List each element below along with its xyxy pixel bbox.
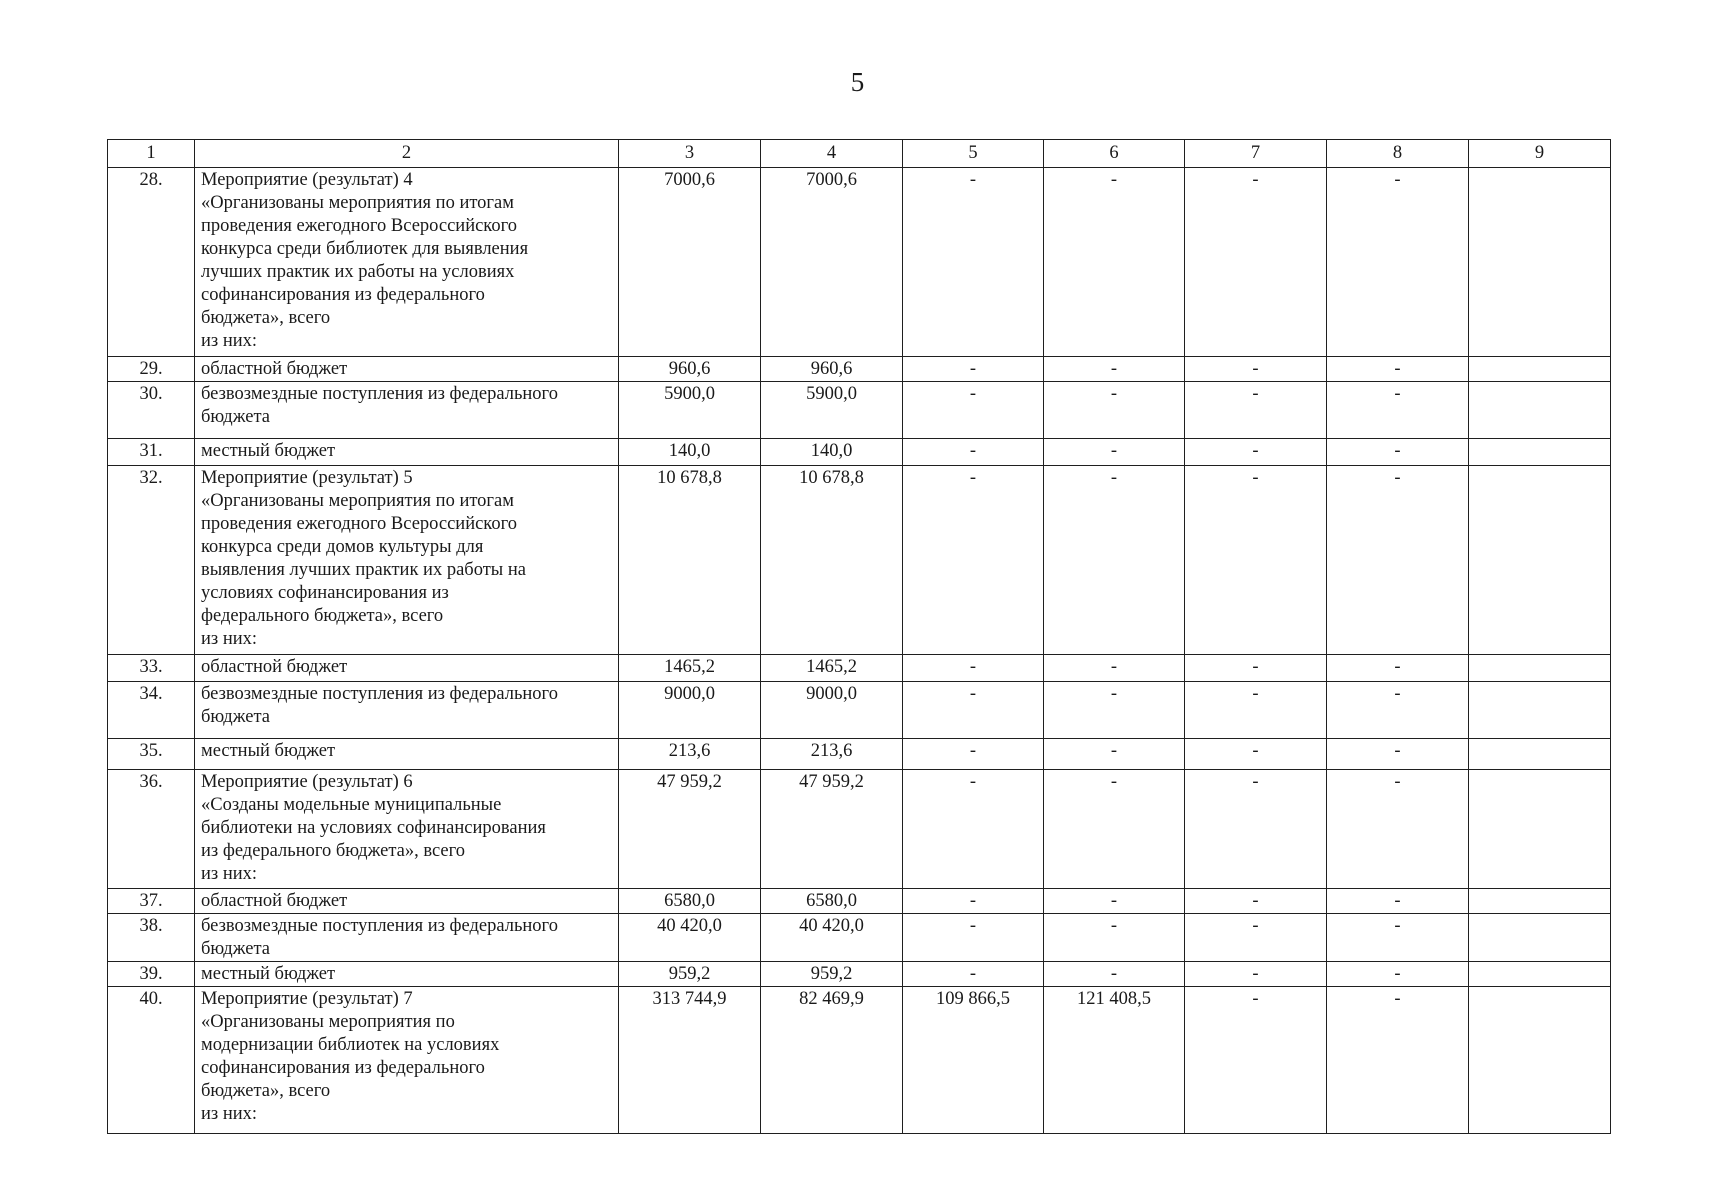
cell-col-4: 10 678,8 [761,466,903,655]
table-row [108,655,1611,682]
cell-col-7: - [1185,962,1327,987]
description-line: софинансирования из федерального [201,1058,485,1078]
cell-col-9 [1469,914,1611,962]
description-line: Мероприятие (результат) 7 [201,989,413,1009]
description-line: бюджета [201,407,270,427]
cell-col-4: 1465,2 [761,655,903,682]
cell-col-5: - [903,382,1044,439]
row-number: 35. [108,739,195,770]
row-description [195,770,619,889]
cell-col-3: 213,6 [619,739,761,770]
cell-col-5: - [903,168,1044,357]
page-number: 5 [850,67,865,97]
cell-col-3: 5900,0 [619,382,761,439]
row-number: 37. [108,889,195,914]
cell-col-3: 959,2 [619,962,761,987]
cell-col-8: - [1327,357,1469,382]
cell-col-9 [1469,655,1611,682]
cell-col-8: - [1327,962,1469,987]
description-line: областной бюджет [201,359,348,379]
row-description [195,168,619,357]
cell-col-5: - [903,655,1044,682]
description-line: бюджета», всего [201,308,331,328]
description-line: бюджета [201,707,270,727]
row-number: 34. [108,682,195,739]
description-line: Мероприятие (результат) 6 [201,772,413,792]
description-line: местный бюджет [201,964,336,984]
description-line: проведения ежегодного Всероссийского [201,216,517,236]
cell-col-6: - [1044,357,1185,382]
budget-table [107,139,1611,1134]
cell-col-5: - [903,889,1044,914]
table-row [108,739,1611,770]
cell-col-8: - [1327,168,1469,357]
cell-col-6: - [1044,889,1185,914]
cell-col-5: 109 866,5 [903,987,1044,1134]
description-line: конкурса среди библиотек для выявления [201,239,529,259]
cell-col-9 [1469,466,1611,655]
cell-col-4: 7000,6 [761,168,903,357]
cell-col-5: - [903,439,1044,466]
cell-col-9 [1469,168,1611,357]
cell-col-3: 140,0 [619,439,761,466]
cell-col-7: - [1185,889,1327,914]
description-line: из них: [201,629,258,649]
description-line: местный бюджет [201,741,336,761]
cell-col-4: 9000,0 [761,682,903,739]
cell-col-4: 5900,0 [761,382,903,439]
description-line: безвозмездные поступления из федерального [201,684,558,704]
table-row [108,889,1611,914]
cell-col-3: 10 678,8 [619,466,761,655]
cell-col-8: - [1327,739,1469,770]
column-header-8: 8 [1327,140,1469,168]
description-line: из них: [201,331,258,351]
description-line: проведения ежегодного Всероссийского [201,514,517,534]
description-line: Мероприятие (результат) 4 [201,170,413,190]
description-line: безвозмездные поступления из федерального [201,916,558,936]
description-line: выявления лучших практик их работы на [201,560,526,580]
description-line: библиотеки на условиях софинансирования [201,818,546,838]
cell-col-7: - [1185,770,1327,889]
table-row [108,770,1611,889]
table-body [108,168,1611,1134]
description-line: местный бюджет [201,441,336,461]
cell-col-8: - [1327,382,1469,439]
table-row [108,357,1611,382]
table-row [108,682,1611,739]
row-number: 39. [108,962,195,987]
cell-col-6: - [1044,962,1185,987]
row-description [195,382,619,439]
cell-col-3: 47 959,2 [619,770,761,889]
row-description [195,889,619,914]
cell-col-8: - [1327,987,1469,1134]
cell-col-7: - [1185,357,1327,382]
cell-col-4: 213,6 [761,739,903,770]
cell-col-4: 959,2 [761,962,903,987]
cell-col-9 [1469,682,1611,739]
cell-col-7: - [1185,382,1327,439]
description-line: областной бюджет [201,891,348,911]
description-line: бюджета [201,939,270,959]
cell-col-3: 1465,2 [619,655,761,682]
description-line: областной бюджет [201,657,348,677]
description-line: из них: [201,1104,258,1124]
description-line: «Организованы мероприятия по итогам [201,193,514,213]
description-line: «Организованы мероприятия по [201,1012,455,1032]
row-description [195,914,619,962]
row-number: 31. [108,439,195,466]
header-row [108,140,1611,168]
column-header-7: 7 [1185,140,1327,168]
cell-col-4: 960,6 [761,357,903,382]
cell-col-5: - [903,914,1044,962]
cell-col-4: 40 420,0 [761,914,903,962]
row-number: 32. [108,466,195,655]
row-number: 33. [108,655,195,682]
cell-col-6: 121 408,5 [1044,987,1185,1134]
description-line: софинансирования из федерального [201,285,485,305]
table-row [108,466,1611,655]
cell-col-7: - [1185,987,1327,1134]
row-number: 28. [108,168,195,357]
row-description [195,655,619,682]
cell-col-5: - [903,770,1044,889]
cell-col-8: - [1327,770,1469,889]
cell-col-7: - [1185,914,1327,962]
cell-col-6: - [1044,655,1185,682]
row-number: 36. [108,770,195,889]
table-row [108,382,1611,439]
cell-col-5: - [903,466,1044,655]
row-description [195,682,619,739]
cell-col-6: - [1044,439,1185,466]
cell-col-9 [1469,382,1611,439]
description-line: из федерального бюджета», всего [201,841,465,861]
cell-col-7: - [1185,739,1327,770]
cell-col-8: - [1327,655,1469,682]
cell-col-8: - [1327,439,1469,466]
cell-col-3: 313 744,9 [619,987,761,1134]
cell-col-6: - [1044,682,1185,739]
cell-col-7: - [1185,466,1327,655]
column-header-4: 4 [761,140,903,168]
column-header-9: 9 [1469,140,1611,168]
table-row [108,914,1611,962]
column-header-2: 2 [195,140,619,168]
row-description [195,739,619,770]
cell-col-7: - [1185,655,1327,682]
cell-col-8: - [1327,914,1469,962]
cell-col-5: - [903,682,1044,739]
cell-col-8: - [1327,682,1469,739]
cell-col-8: - [1327,466,1469,655]
cell-col-3: 960,6 [619,357,761,382]
description-line: Мероприятие (результат) 5 [201,468,413,488]
cell-col-4: 140,0 [761,439,903,466]
cell-col-6: - [1044,382,1185,439]
row-number: 29. [108,357,195,382]
cell-col-3: 7000,6 [619,168,761,357]
table-row [108,962,1611,987]
cell-col-8: - [1327,889,1469,914]
cell-col-9 [1469,889,1611,914]
row-description [195,439,619,466]
cell-col-9 [1469,357,1611,382]
cell-col-5: - [903,739,1044,770]
cell-col-7: - [1185,439,1327,466]
row-description [195,987,619,1134]
table-row [108,168,1611,357]
table-row [108,439,1611,466]
cell-col-3: 6580,0 [619,889,761,914]
cell-col-4: 47 959,2 [761,770,903,889]
description-line: «Созданы модельные муниципальные [201,795,502,815]
description-line: «Организованы мероприятия по итогам [201,491,514,511]
description-line: бюджета», всего [201,1081,331,1101]
cell-col-9 [1469,439,1611,466]
cell-col-3: 9000,0 [619,682,761,739]
column-header-5: 5 [903,140,1044,168]
cell-col-6: - [1044,770,1185,889]
row-description [195,357,619,382]
row-number: 38. [108,914,195,962]
description-line: безвозмездные поступления из федерального [201,384,558,404]
description-line: конкурса среди домов культуры для [201,537,484,557]
cell-col-9 [1469,739,1611,770]
cell-col-9 [1469,987,1611,1134]
column-header-6: 6 [1044,140,1185,168]
description-line: модернизации библиотек на условиях [201,1035,500,1055]
description-line: лучших практик их работы на условиях [201,262,515,282]
description-line: федерального бюджета», всего [201,606,444,626]
cell-col-7: - [1185,682,1327,739]
description-line: условиях софинансирования из [201,583,449,603]
cell-col-9 [1469,770,1611,889]
row-number: 40. [108,987,195,1134]
column-header-1: 1 [108,140,195,168]
column-header-3: 3 [619,140,761,168]
row-description [195,962,619,987]
cell-col-5: - [903,962,1044,987]
cell-col-6: - [1044,466,1185,655]
cell-col-3: 40 420,0 [619,914,761,962]
table-row [108,987,1611,1134]
cell-col-6: - [1044,168,1185,357]
cell-col-9 [1469,962,1611,987]
cell-col-5: - [903,357,1044,382]
description-line: из них: [201,864,258,884]
row-description [195,466,619,655]
cell-col-6: - [1044,739,1185,770]
cell-col-4: 82 469,9 [761,987,903,1134]
cell-col-7: - [1185,168,1327,357]
cell-col-6: - [1044,914,1185,962]
cell-col-4: 6580,0 [761,889,903,914]
row-number: 30. [108,382,195,439]
